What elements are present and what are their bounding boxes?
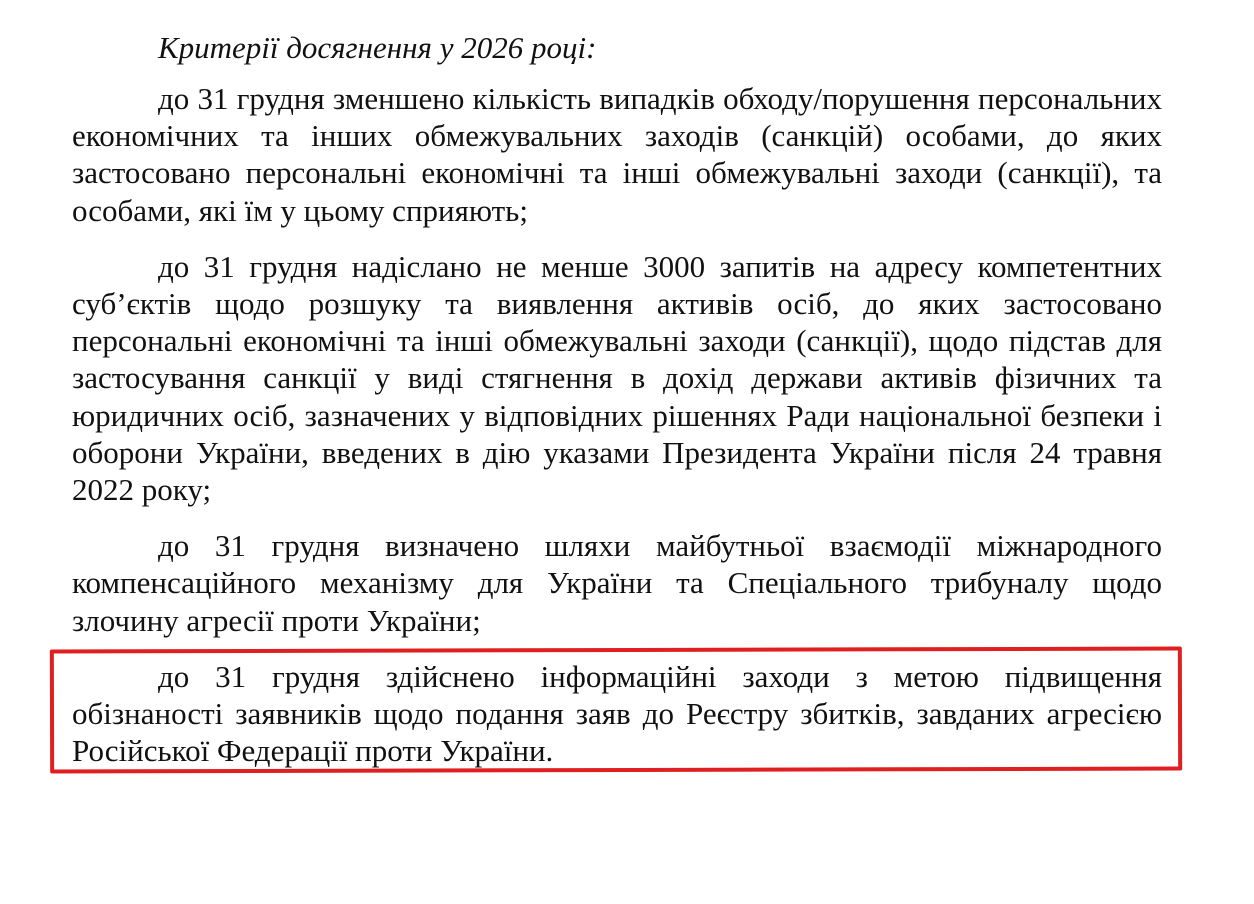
criterion-paragraph-4: до 31 грудня здійснено інформаційні заходи з метою підвищення обізнаності заявників щодо подання заяв до Реєстру збитків, завданих агресією Російської Федерації проти України. — [72, 658, 1162, 769]
criterion-paragraph-1: до 31 грудня зменшено кількість випадків обходу/порушення персональних економічних та інших обмежувальних заходів (санкцій) особами, до яких застосовано персональні економічні та інші обмежувальні заходи (санкції), та особами, які їм у цьому сприяють; — [72, 81, 1162, 228]
document-page — [72, 30, 1162, 788]
criteria-heading: Критерії досягнення у 2026 році: — [158, 30, 597, 65]
criterion-paragraph-2: до 31 грудня надіслано не менше 3000 запитів на адресу компетентних суб’єктів щодо розшуку та виявлення активів осіб, до яких застосовано персональні економічні та інші обмежувальні заходи (санкції), щодо підстав для застосування санкції у виді стягнення в дохід держави активів фізичних та юридичних осіб, зазначених у відповідних рішеннях Ради національної безпеки і оборони України, введених в дію указами Президента України після 24 травня 2022 року; — [72, 248, 1162, 508]
red-highlight-frame — [50, 646, 1182, 773]
criterion-paragraph-3: до 31 грудня визначено шляхи майбутньої взаємодії міжнародного компенсаційного механізму для України та Спеціального трибуналу щодо злочину агресії проти України; — [72, 528, 1162, 638]
highlighted-section — [72, 658, 1162, 770]
